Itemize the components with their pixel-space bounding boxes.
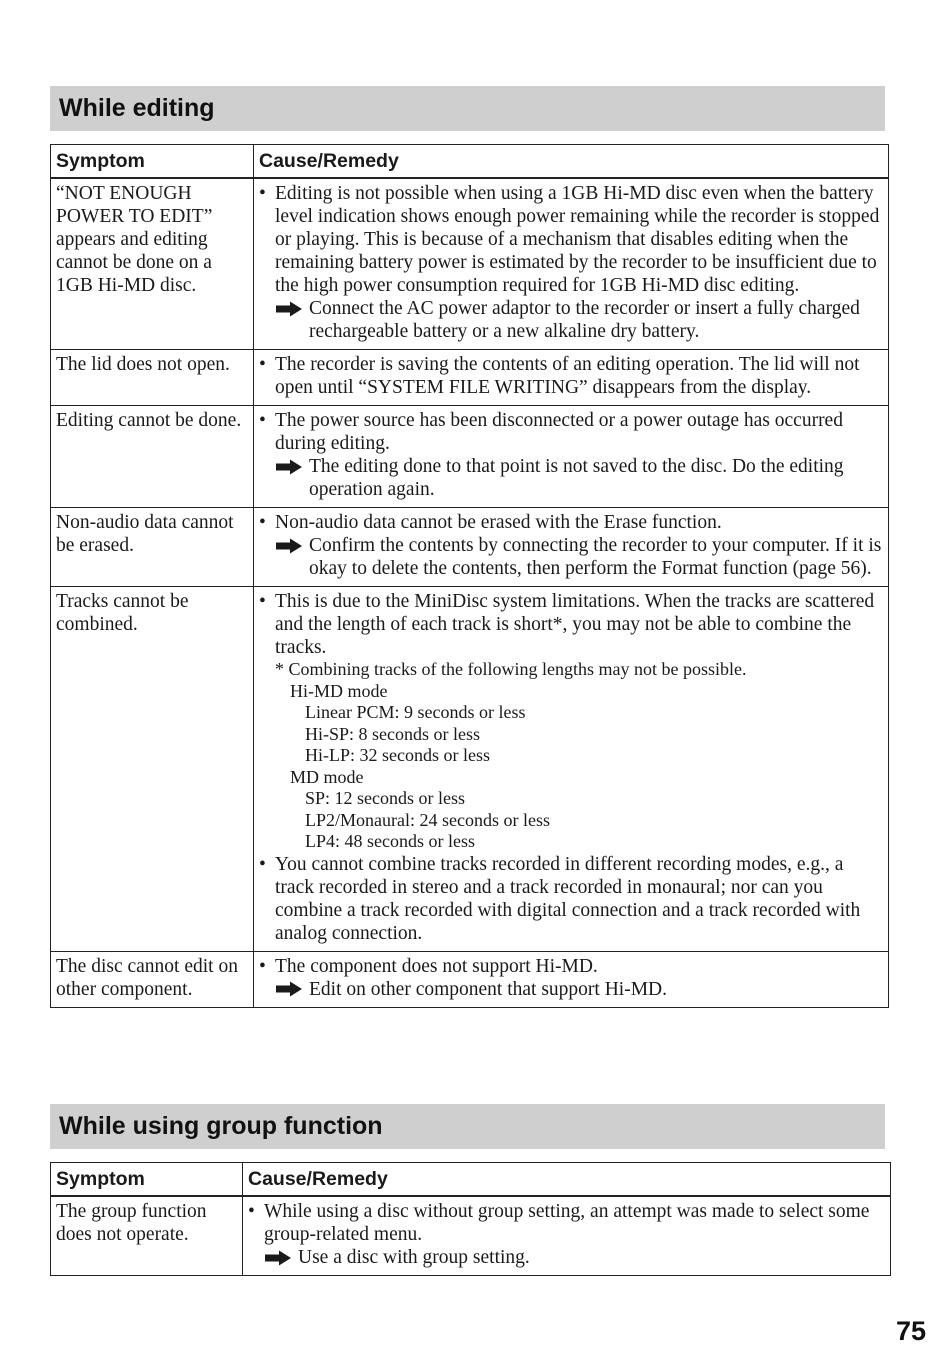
table-row <box>51 587 889 952</box>
symptom-header: Symptom <box>51 1163 243 1197</box>
cause-text: While using a disc without group setting, an attempt was made to select some group-related menu. <box>264 1201 870 1245</box>
table-header-row <box>51 145 889 179</box>
cause-text: Editing is not possible when using a 1GB Hi-MD disc even when the battery level indication shows enough power remaining while the recorder is stopped or playing. This is because of a mechanism that disables editing when the remaining battery power is estimated by the recorder to be insufficient due to the high power consumption required for 1GB Hi-MD disc editing. <box>275 183 880 296</box>
cause-remedy-header: Cause/Remedy <box>243 1163 891 1197</box>
table-row <box>51 178 889 350</box>
section-title-group-function: While using group function <box>50 1104 885 1149</box>
page-number: 75 <box>896 1316 927 1346</box>
mode-label-himd: Hi-MD mode <box>290 680 388 701</box>
cause-text: This is due to the MiniDisc system limitations. When the tracks are scattered and the length of each track is short*, you may not be able to combine the tracks. <box>275 591 875 658</box>
cause-bullet <box>259 511 883 534</box>
remedy-line <box>259 297 883 343</box>
symptom-cell: The lid does not open. <box>51 350 254 406</box>
remedy-line <box>259 978 883 1001</box>
remedy-line <box>259 534 883 580</box>
bullet-glyph: • <box>259 512 266 533</box>
bullet-glyph: • <box>248 1201 255 1222</box>
table-header-row <box>51 1163 891 1197</box>
remedy-text: Connect the AC power adaptor to the recorder or insert a fully charged rechargeable battery or a new alkaline dry battery. <box>309 298 860 342</box>
bullet-glyph: • <box>259 853 266 875</box>
list-item: Hi-SP: 8 seconds or less <box>305 723 480 744</box>
list-item: LP4: 48 seconds or less <box>305 831 475 851</box>
arrow-right-icon <box>275 540 309 554</box>
cause-cell <box>243 1196 891 1276</box>
cause-remedy-header: Cause/Remedy <box>254 145 889 179</box>
cause-cell <box>254 508 889 587</box>
table-row <box>51 406 889 508</box>
editing-troubleshooting-table <box>50 144 889 1008</box>
footnote: * Combining tracks of the following lengths may not be possible. <box>275 659 747 679</box>
cause-cell <box>254 406 889 508</box>
cause-bullet <box>259 955 883 978</box>
bullet-glyph: • <box>259 955 266 977</box>
cause-cell <box>254 587 889 952</box>
arrow-right-icon <box>264 1252 298 1266</box>
table-row <box>51 951 889 1007</box>
remedy-line <box>248 1246 885 1269</box>
bullet-glyph: • <box>259 183 266 204</box>
symptom-cell: “NOT ENOUGH POWER TO EDIT” appears and editing cannot be done on a 1GB Hi-MD disc. <box>51 178 254 350</box>
table-row <box>51 1196 891 1276</box>
cause-cell <box>254 350 889 406</box>
cause-bullet <box>259 182 883 297</box>
list-item: Hi-LP: 32 seconds or less <box>305 745 490 765</box>
remedy-line <box>259 455 883 501</box>
cause-text: Non-audio data cannot be erased with the Erase function. <box>275 512 722 533</box>
cause-text: The recorder is saving the contents of an editing operation. The lid will not open until “SYSTEM FILE WRITING” disappears from the display. <box>275 354 860 398</box>
arrow-right-icon <box>275 461 309 475</box>
cause-text: You cannot combine tracks recorded in different recording modes, e.g., a track recorded in stereo and a track recorded in monaural; nor can you combine a track recorded with digital connection and a track recorded with analog connection. <box>275 853 861 944</box>
arrow-right-icon <box>275 983 309 997</box>
cause-cell <box>254 178 889 350</box>
cause-bullet <box>259 409 883 455</box>
cause-cell <box>254 951 889 1007</box>
section-title-while-editing: While editing <box>50 86 885 131</box>
symptom-cell: Non-audio data cannot be erased. <box>51 508 254 587</box>
list-item: LP2/Monaural: 24 seconds or less <box>305 809 550 830</box>
cause-bullet <box>259 853 883 945</box>
bullet-glyph: • <box>259 354 266 375</box>
bullet-glyph: • <box>259 591 266 612</box>
remedy-text: The editing done to that point is not saved to the disc. Do the editing operation again. <box>309 456 844 500</box>
table-row <box>51 508 889 587</box>
cause-bullet <box>248 1200 885 1246</box>
symptom-cell: The disc cannot edit on other component. <box>51 951 254 1007</box>
arrow-right-icon <box>275 303 309 317</box>
symptom-cell: Tracks cannot be combined. <box>51 587 254 952</box>
group-troubleshooting-table <box>50 1162 891 1276</box>
list-item: Linear PCM: 9 seconds or less <box>305 702 526 722</box>
mode-label-md: MD mode <box>290 766 364 787</box>
remedy-text: Use a disc with group setting. <box>298 1247 530 1268</box>
table-row <box>51 350 889 406</box>
list-item: SP: 12 seconds or less <box>305 788 466 808</box>
cause-text: The component does not support Hi-MD. <box>275 955 598 977</box>
remedy-text: Confirm the contents by connecting the recorder to your computer. If it is okay to delete the contents, then perform the Format function (page 56). <box>309 535 882 579</box>
symptom-cell: Editing cannot be done. <box>51 406 254 508</box>
bullet-glyph: • <box>259 410 266 431</box>
cause-bullet <box>259 353 883 399</box>
remedy-text: Edit on other component that support Hi-MD. <box>309 978 667 1000</box>
cause-text: The power source has been disconnected or a power outage has occurred during editing. <box>275 410 843 454</box>
symptom-header: Symptom <box>51 145 254 179</box>
cause-bullet <box>259 590 883 659</box>
symptom-cell: The group function does not operate. <box>51 1196 243 1276</box>
